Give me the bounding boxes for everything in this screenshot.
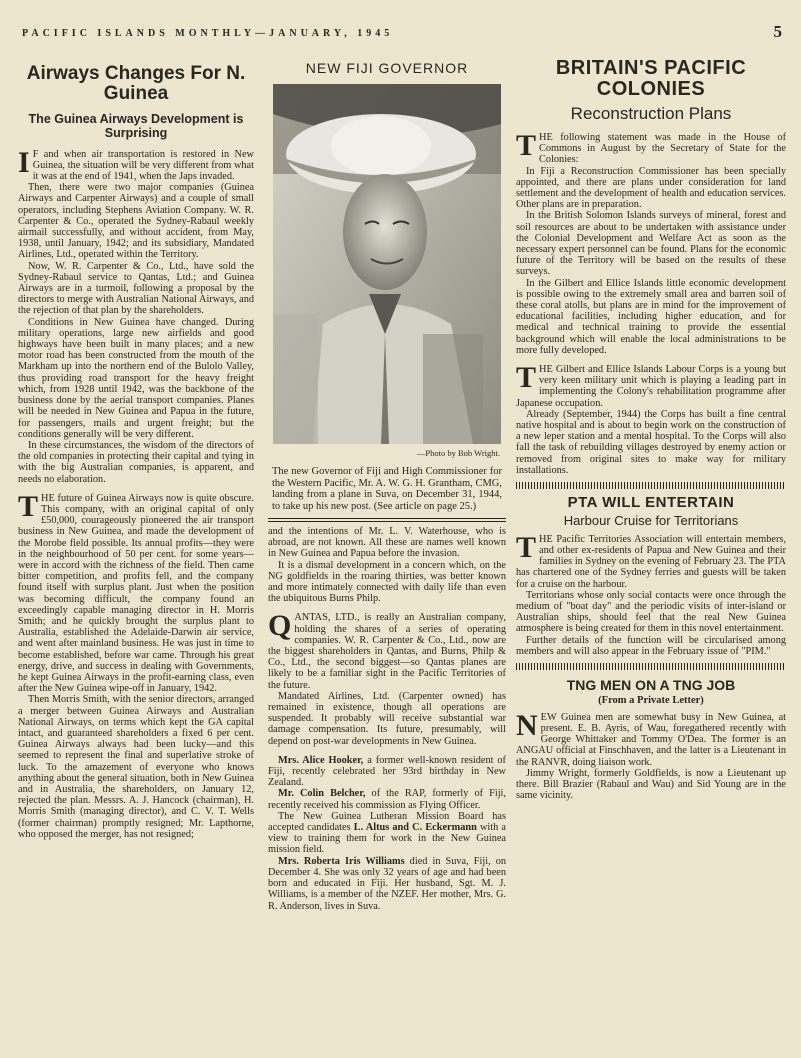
article-title-airways: Airways Changes For N. Guinea [26, 63, 246, 104]
article-subtitle-britain: Reconstruction Plans [570, 104, 732, 123]
column-fiji [268, 58, 506, 1038]
paragraph: In Fiji a Reconstruction Commissioner has been specially appointed, and there are plans under consideration for land settlement and the development of health and education services. Other plans are in preparation. [516, 165, 786, 211]
page-header [22, 22, 782, 46]
news-item: Mrs. Alice Hooker, a former well-known resident of Fiji, recently celebrated her 93rd birthday in New Zealand. [268, 754, 506, 789]
paragraph: THE Pacific Territories Association will entertain members, and other ex-residents of Papua and New Guinea and their families in Sydney on the evening of February 23. The PTA has chartered one of the Sydney ferries and guests will be taken for a cruise on the harbour. [516, 530, 786, 590]
photo-credit: —Photo by Bob Wright. [416, 448, 500, 458]
divider [516, 482, 786, 489]
paragraph: Further details of the function will be circularised among members and will also appear in the February issue of "PIM." [516, 634, 786, 657]
paragraph: Conditions in New Guinea have changed. During military operations, large new airfields and good highways have been built in many places; and a new motor road has been constructed from the mouth of the Markham up into the northern end of the Bulolo Valley, thus providing road transport for the heavy freight which, from 1928 until 1942, was the backbone of the business done by the aerial transport companies. Planes will be needed in New Guinea and Papua in the future, for passengers, mails and urgent freight; but the conditions generally will be very different. [18, 316, 254, 440]
paragraph: Jimmy Wright, formerly Goldfields, is now a Lieutenant up there. Bill Brazier (Rabaul and Wau) and Sid Young are in the same vicinity. [516, 767, 786, 802]
paragraph: NEW Guinea men are somewhat busy in New Guinea, at present. E. B. Ayris, of Wau, foregathered recently with George Whittaker and Tommy O'Dea. The former is an ANGAU official at Finschhaven, and the latter is a Lieutenant in the RANVR, doing liaison work. [516, 708, 786, 768]
news-item: The New Guinea Lutheran Mission Board has accepted candidates L. Altus and C. Eckermann with a view to training them for work in the New Guinea mission field. [268, 810, 506, 856]
paragraph: THE Gilbert and Ellice Islands Labour Corps is a young but very keen military unit which is playing a leading part in implementing the Colony's rehabilitation programme after Japanese occupation. [516, 361, 786, 409]
article-title-pta: PTA WILL ENTERTAIN [567, 494, 735, 512]
paragraph: Then, there were two major companies (Guinea Airways and Carpenter Airways) and a couple of small operators, including Stephens Aviation Company. W. R. Carpenter & Co., operated the Sydney-Rabaul weekly airmail successfully, and without accident, from May, 1938, until January, 1942; and its subsidiary, Mandated Airlines, Ltd., operated within the Territory. [18, 182, 254, 261]
drop-cap: T [516, 361, 537, 395]
article-subtitle-pta: Harbour Cruise for Territorians [563, 512, 739, 528]
paragraph: and the intentions of Mr. L. V. Waterhouse, who is abroad, are not known. All these are names well known in New Guinea and Papua before the invasion. [268, 526, 506, 560]
paragraph: Already (September, 1944) the Corps has built a fine central native hospital and is about to begin work on the construction of a new leper station and a mental hospital. To the Corps will also fall the task of rebuilding villages destroyed by enemy action or removed from original sites to make way for military installations. [516, 408, 786, 476]
photo-caption: The new Governor of Fiji and High Commissioner for the Western Pacific, Mr. A. W. G. H. Grantham, CMG, landing from a plane in Suva, on December 31, 1944, to take up his new post. (See article on page 25.) [272, 466, 502, 512]
drop-cap: Q [268, 609, 292, 643]
paragraph: In the British Solomon Islands surveys of mineral, forest and soil resources are about to be undertaken with assistance under the Colonial Development and Welfare Act as soon as the necessary expert personnel can be found. Plans for the economic future of the Territory will be based on the results of these surveys. [516, 210, 786, 278]
drop-cap: T [516, 530, 537, 564]
governor-photo [273, 84, 501, 444]
article-subtitle-tng: (From a Private Letter) [598, 694, 704, 706]
article-title-tng: TNG MEN ON A TNG JOB [566, 677, 736, 694]
paragraph: THE following statement was made in the House of Commons in August by the Secretary of State for the Colonies: [516, 129, 786, 166]
paragraph: I F and when air transportation is restored in New Guinea, the situation will be very different from what it was at the end of 1941, when the Japs invaded. [18, 145, 254, 183]
drop-cap: T [516, 129, 537, 162]
article-subtitle-airways: The Guinea Airways Development is Surprising [28, 111, 244, 141]
drop-cap: N [516, 708, 538, 742]
paragraph: In these circumstances, the wisdom of the directors of the old companies in protecting their capital and tying in with the big Australian companies, is apparent, and needs no elaboration. [18, 439, 254, 485]
news-item: Mr. Colin Belcher, of the RAP, formerly of Fiji, recently received his commission as Flying Officer. [268, 788, 506, 811]
news-item: Mrs. Roberta Iris Williams died in Suva, Fiji, on December 4. She was only 32 years of age and had been born and educated in Fiji. Her husband, Sgt. M. J. Williams, is a member of the NZEF. Her mother, Mrs. G. R. Anderson, lives in Suva. [268, 855, 506, 912]
paragraph: Now, W. R. Carpenter & Co., Ltd., have sold the Sydney-Rabaul service to Qantas, Ltd.; and Guinea Airways are in a turmoil, following a proposal by the directors to merge with Australian National Airways, and the rejection of that plan by the shareholders. [18, 260, 254, 317]
paragraph: Territorians whose only social contacts were once through the medium of "boat day" and the periodic visits of inter-island or Australian ships, should feel that the real New Guinea atmosphere is being created for them in this novel entertainment. [516, 589, 786, 635]
paragraph: Mandated Airlines, Ltd. (Carpenter owned) has remained in existence, though all operations are suspended. It probably will receive substantial war damage compensation. Its future, presumably, will depend on post-war developments in New Guinea. [268, 690, 506, 747]
page-number: 5 [773, 22, 782, 41]
running-head: PACIFIC ISLANDS MONTHLY—JANUARY, 1945 [22, 28, 394, 39]
governor-photo-image [273, 84, 501, 444]
paragraph: It is a dismal development in a concern which, on the NG goldfields in the roaring thirties, was better known and more intimately connected with daily life than even the ubiquitous Burns Philp. [268, 559, 506, 605]
paragraph: Then Morris Smith, with the senior directors, arranged a merger between Guinea Airways and Australian National Airways, on terms which kept the GA capital intact, and guaranteed shareholders a fixed 6 per cent. Guinea Airways always had been lucky—and this seemed to represent the final and superlative stroke of luck. To the amazement of everyone who knows anything about the general situation, both in New Guinea and in Australia, the shareholders, on January 12, rejected the plan. Messrs. A. J. Hancock (chairman), H. Morris Smith (managing director), and C. V. T. Wells (former chairman) promptly resigned; Mr. Lapthorne, who opposed the merger, has not resigned; [18, 694, 254, 840]
column-britain [516, 56, 786, 1036]
drop-cap: I [18, 145, 30, 179]
article-title-britain: BRITAIN'S PACIFIC COLONIES [555, 57, 747, 100]
paragraph: QANTAS, LTD., is really an Australian company, holding the shares of a series of operating companies. W. R. Carpenter & Co., Ltd., now are the biggest shareholders in Qantas, and Burns, Philp & Co., Ltd., the second biggest—so Qantas planes are likely to be a familiar sight in the Pacific Territories of the future. [268, 609, 506, 691]
divider [516, 663, 786, 670]
photo-feature-title: NEW FIJI GOVERNOR [305, 60, 469, 76]
drop-cap: T [18, 489, 39, 523]
paragraph: THE future of Guinea Airways now is quite obscure. This company, with an original capital of only £50,000, courageously pioneered the air transport business in New Guinea, and made the development of the Morobe field possible. Its annual profits—they were in the neighbourhood of 50 per cent. for some years—were in accord with the richness of the field. Then came bitter competition, and profits fell, and the company found itself with surplus plant. Just when the position was becoming difficult, the company found an exceedingly capable managing director in H. Morris Smith; and he quickly brought the surplus plant to Australia, established the Adelaide-Darwin air service, and went after mainland business. He was just in time to become established, before war came. Through his great energy, drive, and success in dealing with Governments, he kept Guinea Airways in the profit-earning class, even after the New Guinea wipe-off in January, 1942. [18, 489, 254, 695]
column-airways [18, 60, 254, 1040]
paragraph: In the Gilbert and Ellice Islands little economic development is possible owing to the extremely small area and barren soil of these coral atolls, but plans are in mind for the improvement of educational facilities, including higher education, and for medical and technical training to provide the essential background which will enable the local administrations to be more fully developed. [516, 277, 786, 356]
divider [268, 518, 506, 522]
